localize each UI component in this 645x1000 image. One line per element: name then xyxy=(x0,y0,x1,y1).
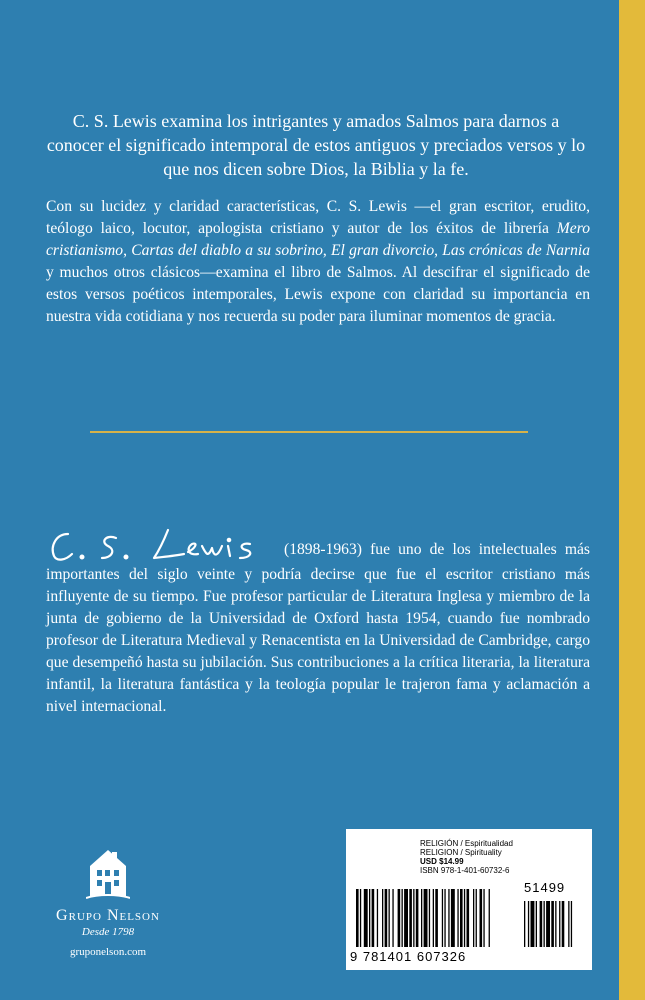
isbn-label: ISBN 978-1-401-60732-6 xyxy=(420,866,510,875)
barcode-bar xyxy=(483,889,484,947)
barcode-bar xyxy=(467,889,470,947)
separator: , xyxy=(322,242,332,259)
barcode-bar xyxy=(356,889,359,947)
barcode-bar xyxy=(546,901,550,947)
barcode-bar xyxy=(457,889,458,947)
barcode-bar xyxy=(562,901,565,947)
barcode-bar xyxy=(555,901,556,947)
publisher-since: Desde 1798 xyxy=(81,926,135,938)
barcode-bar xyxy=(544,901,545,947)
barcode-bar xyxy=(369,889,370,947)
book-title: Las crónicas de Narnia xyxy=(442,242,591,259)
house-icon xyxy=(86,848,130,900)
barcode-bar xyxy=(568,901,569,947)
publisher-logo xyxy=(48,848,168,958)
category-en: RELIGION / Spirituality xyxy=(420,848,502,857)
barcode-bar xyxy=(402,889,403,947)
barcode-bar xyxy=(385,889,388,947)
publisher-name: Grupo Nelson xyxy=(56,907,160,924)
barcode-bar xyxy=(404,889,408,947)
barcode-bar xyxy=(444,889,445,947)
price-label: USD $14.99 xyxy=(420,857,464,866)
barcode-bar xyxy=(364,889,368,947)
barcode-bar xyxy=(524,901,525,947)
barcode-bar xyxy=(489,889,490,947)
barcode-bar xyxy=(416,889,419,947)
barcode-bar xyxy=(372,889,375,947)
barcode-panel xyxy=(346,829,592,970)
barcode-bar xyxy=(460,889,463,947)
description-paragraph xyxy=(46,196,590,328)
separator: , xyxy=(434,242,443,259)
barcode-bar xyxy=(421,889,422,947)
barcode-bar xyxy=(464,889,465,947)
barcode-bar xyxy=(442,889,443,947)
barcode-bar xyxy=(413,889,414,947)
bio-text: (1898-1963) fue uno de los intelectuales más importantes del siglo veinte y podría decirse que fue el escritor cristiano más influyente de su tiempo. Fue profesor particular de Literatura Inglesa y miembro de la junta de gobierno de la Universidad de Oxford hasta 1954, cuando fue nombrado profesor de Literatura Medieval y Renacentista en la Universidad de Cambridge, cargo que desempeñó hasta su jubilación. Sus contribuciones a la crítica literaria, la literatura infantil, la literatura fantástica y la teología popular le trajeron fama y aclamación a nivel internacional. xyxy=(46,541,590,715)
barcode-bar xyxy=(429,889,430,947)
barcode-bars xyxy=(352,889,588,949)
lead-paragraph: C. S. Lewis examina los intrigantes y amados Salmos para darnos a conocer el significado intemporal de estos antiguos y preciados versos y lo que nos dicen sobre Dios, la Biblia y la fe. xyxy=(46,111,586,179)
barcode-bar xyxy=(360,889,361,947)
author-bio xyxy=(46,524,590,718)
book-title: Cartas del diablo a su sobrino xyxy=(131,242,323,259)
barcode-bar xyxy=(433,889,434,947)
barcode-bar xyxy=(536,901,537,947)
barcode-bar xyxy=(392,889,393,947)
barcode-bar xyxy=(531,901,535,947)
book-title: El gran divorcio xyxy=(331,242,435,259)
barcode-bar xyxy=(448,889,449,947)
barcode-bar xyxy=(473,889,474,947)
barcode-bar xyxy=(424,889,428,947)
spine-edge xyxy=(619,0,645,1000)
price-addon: 51499 xyxy=(524,880,566,895)
barcode-bar xyxy=(571,901,572,947)
barcode-bar xyxy=(528,901,529,947)
barcode-digits: 9 781401 607326 xyxy=(350,949,467,964)
book-title: Mero cristianismo xyxy=(46,220,590,259)
publisher-url: gruponelson.com xyxy=(69,946,147,958)
category-es: RELIGIÓN / Espiritualidad xyxy=(420,839,513,848)
description-text: y muchos otros clásicos—examina el libro de Salmos. Al descifrar el significado de estos versos poéticos intemporales, Lewis expone con claridad su importancia en nuestra vida cotidiana y nos recuerda su poder para iluminar momentos de gracia. xyxy=(46,264,590,325)
barcode-bar xyxy=(451,889,455,947)
barcode-bar xyxy=(480,889,483,947)
barcode-bar xyxy=(559,901,560,947)
barcode-bar xyxy=(476,889,477,947)
separator: , xyxy=(123,242,132,259)
barcode-bar xyxy=(551,901,554,947)
barcode-bar xyxy=(398,889,401,947)
barcode-bar xyxy=(382,889,383,947)
barcode-bar xyxy=(435,889,438,947)
barcode-bar xyxy=(389,889,390,947)
author-signature xyxy=(46,524,282,564)
barcode-bar xyxy=(377,889,378,947)
barcode-bar xyxy=(409,889,412,947)
divider-rule xyxy=(90,431,528,433)
barcode-bar xyxy=(540,901,543,947)
description-text: Con su lucidez y claridad características, C. S. Lewis —el gran escritor, erudito, teólogo laico, locutor, apologista cristiano y autor de los éxitos de librería xyxy=(46,198,590,237)
